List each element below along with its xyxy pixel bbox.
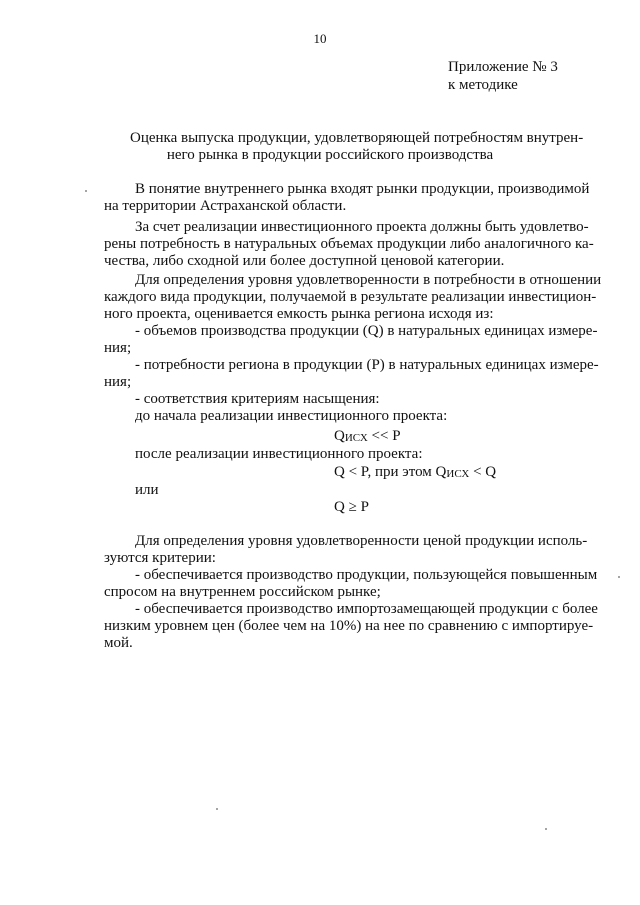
paragraph-2 xyxy=(104,219,602,270)
formula-alternative xyxy=(334,499,369,516)
condition-or xyxy=(104,482,602,499)
scan-speck xyxy=(545,828,547,830)
formula-subscript: ИСХ xyxy=(344,432,368,444)
bullet-line: - обеспечивается производство продукции, пользующейся повышенным xyxy=(135,567,598,583)
condition-before-label: до начала реализации инвестиционного проекта: xyxy=(135,408,448,424)
title-line-2: него рынка в продукции российского производства xyxy=(166,147,494,163)
formula-symbol: Q xyxy=(334,428,345,444)
paragraph-line: чества, либо сходной или более доступной ценовой категории. xyxy=(104,253,505,269)
paragraph-line: За счет реализации инвестиционного проекта должны быть удовлетво- xyxy=(135,219,589,235)
paragraph-line: ного проекта, оценивается емкость рынка региона исходя из: xyxy=(104,306,494,322)
scan-speck xyxy=(618,576,620,578)
formula-relation: Q ≥ P xyxy=(334,499,369,515)
paragraph-line: Для определения уровня удовлетворенности в потребности в отношении xyxy=(135,272,602,288)
paragraph-line: рены потребность в натуральных объемах продукции либо аналогичного ка- xyxy=(104,236,594,252)
condition-after xyxy=(104,446,602,463)
document-title xyxy=(130,130,584,164)
formula-subscript: ИСХ xyxy=(446,468,470,480)
bullet-line: - объемов производства продукции (Q) в натуральных единицах измере- xyxy=(135,323,598,339)
formula-relation: Q < P, при этом Q xyxy=(334,464,447,480)
paragraph-line: зуются критерии: xyxy=(104,550,216,566)
paragraph-4 xyxy=(104,533,602,652)
bullet-line: мой. xyxy=(104,635,133,651)
bullet-line: - потребности региона в продукции (P) в натуральных единицах измере- xyxy=(135,357,599,373)
formula-before xyxy=(334,428,401,446)
scan-speck xyxy=(216,808,218,810)
paragraph-line: Для определения уровня удовлетворенности ценой продукции исполь- xyxy=(135,533,588,549)
or-label: или xyxy=(135,482,159,498)
paragraph-3 xyxy=(104,272,602,425)
scan-speck xyxy=(85,190,87,192)
title-line-1: Оценка выпуска продукции, удовлетворяющей потребностям внутрен- xyxy=(130,130,584,146)
paragraph-line: В понятие внутреннего рынка входят рынки продукции, производимой xyxy=(135,181,590,197)
appendix-header xyxy=(448,58,558,94)
page-number: 10 xyxy=(313,31,327,46)
bullet-line: низким уровнем цен (более чем на 10%) на нее по сравнению с импортируе- xyxy=(104,618,594,634)
formula-relation: < Q xyxy=(469,464,497,480)
condition-after-label: после реализации инвестиционного проекта: xyxy=(135,446,423,462)
appendix-subtitle: к методике xyxy=(448,77,518,93)
paragraph-line: каждого вида продукции, получаемой в результате реализации инвестицион- xyxy=(104,289,597,305)
appendix-label: Приложение № 3 xyxy=(448,59,558,75)
bullet-line: - обеспечивается производство импортозамещающей продукции с более xyxy=(135,601,598,617)
bullet-line: спросом на внутреннем российском рынке; xyxy=(104,584,381,600)
bullet-line: ния; xyxy=(104,374,132,390)
paragraph-1 xyxy=(104,181,602,215)
formula-relation: << P xyxy=(367,428,401,444)
formula-after xyxy=(334,464,496,482)
paragraph-line: на территории Астраханской области. xyxy=(104,198,347,214)
bullet-line: ния; xyxy=(104,340,132,356)
bullet-line: - соответствия критериям насыщения: xyxy=(135,391,380,407)
